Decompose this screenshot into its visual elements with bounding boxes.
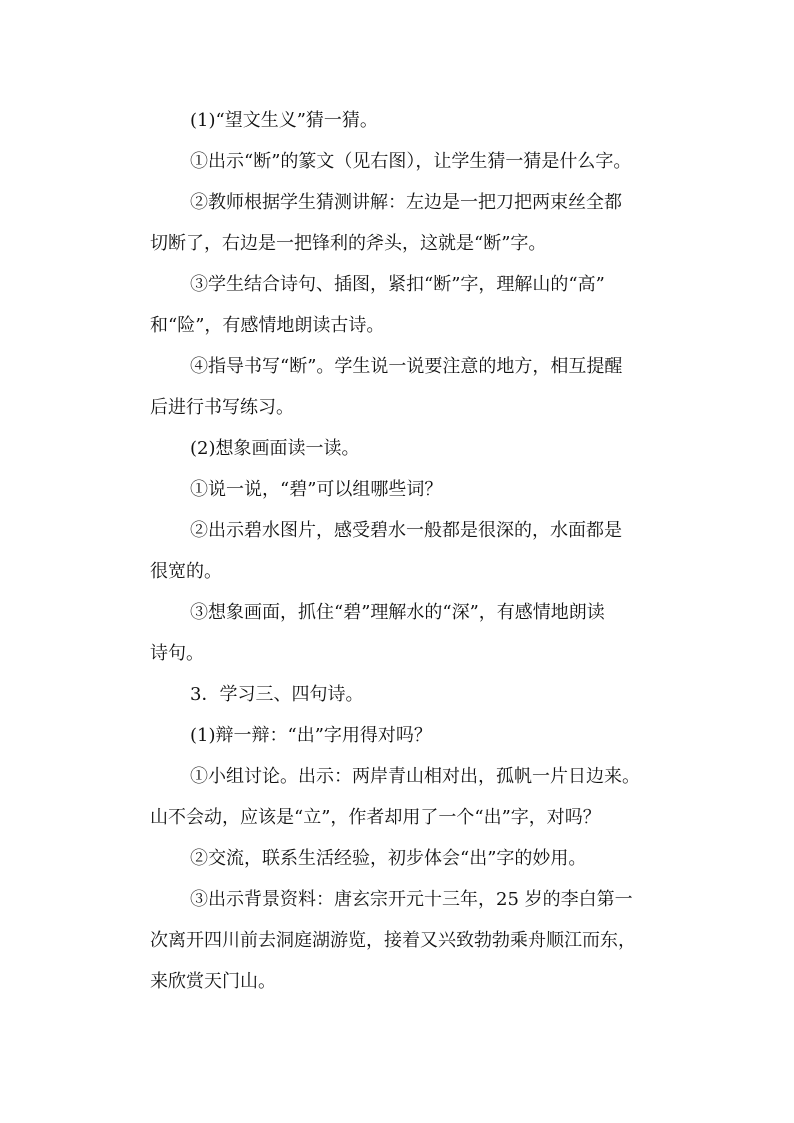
text-line: 后进行书写练习。: [150, 397, 294, 418]
text-line: 切断了，右边是一把锋利的斧头，这就是“断”字。: [150, 233, 547, 254]
document-page: [150, 100, 650, 1002]
section-heading: 3．学习三、四句诗。: [190, 684, 364, 705]
text-line: (2)想象画面读一读。: [190, 438, 360, 459]
text-line: ①出示“断”的篆文（见右图），让学生猜一猜是什么字。: [190, 151, 632, 172]
text-line: ②出示碧水图片，感受碧水一般都是很深的，水面都是: [190, 520, 622, 541]
text-line: ③想象画面，抓住“碧”理解水的“深”，有感情地朗读: [190, 602, 605, 623]
text-line: (1)辩一辩：“出”字用得对吗？: [190, 725, 432, 746]
text-line: ①说一说，“碧”可以组哪些词？: [190, 479, 443, 500]
text-line: 和“险”，有感情地朗读古诗。: [150, 315, 385, 336]
text-line: ②交流，联系生活经验，初步体会“出”字的妙用。: [190, 848, 587, 869]
text-line: 山不会动，应该是“立”，作者却用了一个“出”字，对吗？: [150, 807, 601, 828]
text-line: 诗句。: [150, 643, 204, 664]
text-line: ③学生结合诗句、插图，紧扣“断”字，理解山的“高”: [190, 274, 605, 295]
text-line: 次离开四川前去洞庭湖游览，接着又兴致勃勃乘舟顺江而东，: [150, 930, 636, 951]
text-line: ②教师根据学生猜测讲解：左边是一把刀把两束丝全都: [190, 192, 622, 213]
text-line: ③出示背景资料：唐玄宗开元十三年，25 岁的李白第一: [190, 889, 633, 910]
text-line: 很宽的。: [150, 561, 222, 582]
text-line: 来欣赏天门山。: [150, 971, 276, 992]
text-line: (1)“望文生义”猜一猜。: [190, 110, 378, 131]
text-line: ①小组讨论。出示：两岸青山相对出，孤帆一片日边来。: [190, 766, 640, 787]
text-line: ④指导书写“断”。学生说一说要注意的地方，相互提醒: [190, 356, 623, 377]
